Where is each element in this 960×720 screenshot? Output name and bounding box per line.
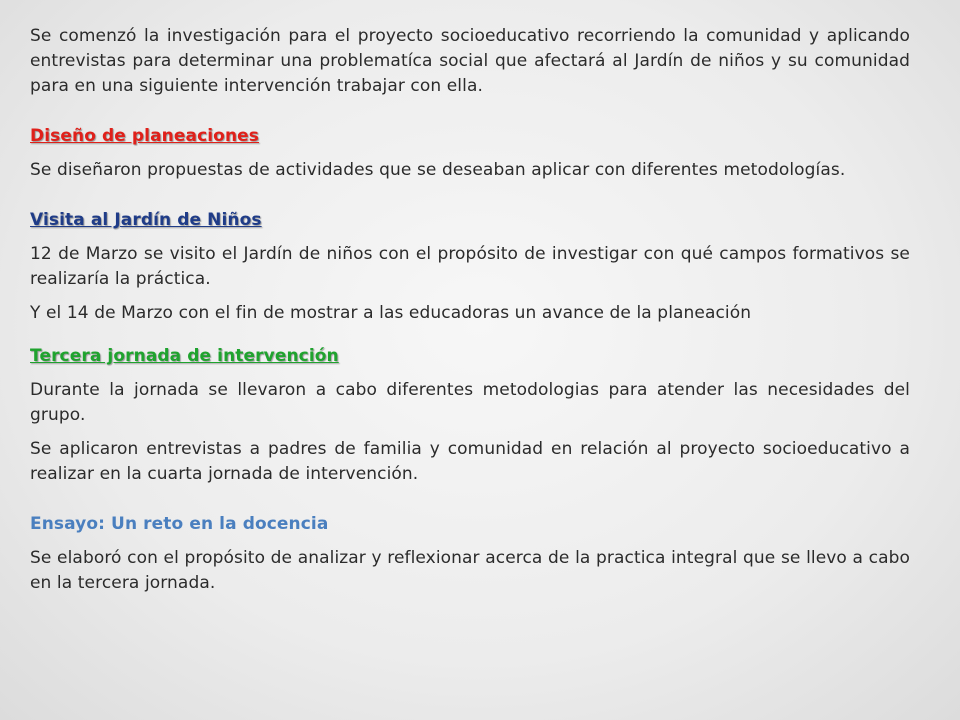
paragraph-visita-2: Y el 14 de Marzo con el fin de mostrar a las educadoras un avance de la planeación [30,303,752,323]
paragraph-visita-1: 12 de Marzo se visito el Jardín de niños con el propósito de investigar con qué campos formativos se realizaría la práctica. [30,244,910,289]
slide-content [30,24,910,596]
heading-ensayo: Ensayo: Un reto en la docencia [30,514,329,534]
paragraph-jornada-2: Se aplicaron entrevistas a padres de familia y comunidad en relación al proyecto socioeducativo a realizar en la cuarta jornada de intervención. [30,439,910,484]
heading-visita-jardin: Visita al Jardín de Niños [30,210,262,230]
heading-tercera-jornada: Tercera jornada de intervención [30,346,339,366]
intro-paragraph: Se comenzó la investigación para el proyecto socioeducativo recorriendo la comunidad y aplicando entrevistas para determinar una problematíca social que afectará al Jardín de niños y su comunidad para en una siguiente intervención trabajar con ella. [30,26,910,96]
paragraph-diseno: Se diseñaron propuestas de actividades que se deseaban aplicar con diferentes metodologías. [30,160,846,180]
paragraph-jornada-1: Durante la jornada se llevaron a cabo diferentes metodologias para atender las necesidades del grupo. [30,380,910,425]
heading-diseno-planeaciones: Diseño de planeaciones [30,126,260,146]
paragraph-ensayo: Se elaboró con el propósito de analizar y reflexionar acerca de la practica integral que se llevo a cabo en la tercera jornada. [30,548,910,593]
